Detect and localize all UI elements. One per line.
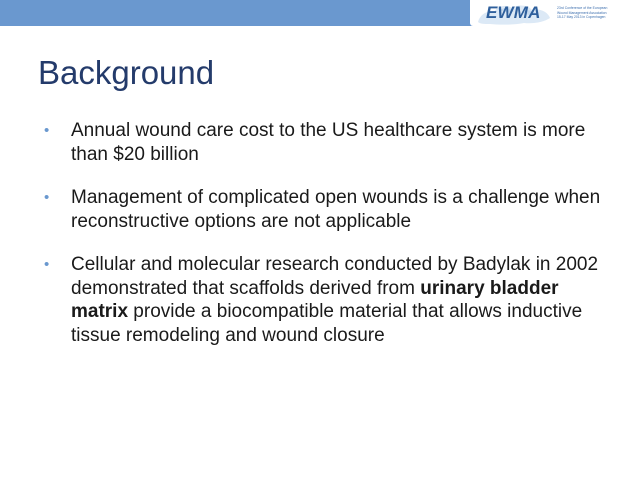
bullet-text-segment: Cellular and molecular research conducted by Badylak in 2002 demonstrated that scaffolds derived from <box>71 254 599 299</box>
bullet-text-segment: provide a biocompatible material that allows inductive tissue remodeling and wound closure <box>71 301 583 346</box>
bullet-text <box>71 120 585 165</box>
bullet-text <box>71 187 600 232</box>
logo-conference-line: 15-17 May 2013 in Copenhagen <box>557 15 606 20</box>
bullet-item <box>44 119 614 166</box>
bullet-list <box>44 119 614 347</box>
bullet-item <box>44 253 614 347</box>
slide-title: Background <box>38 54 215 91</box>
bullet-text-bold-segment: urinary bladder matrix <box>71 277 559 322</box>
logo-conference-line: Wound Management Association <box>557 10 607 15</box>
bullet-marker: • <box>44 122 50 139</box>
ewma-conference-logo <box>470 0 638 26</box>
bullet-text <box>71 254 598 346</box>
bullet-text-segment: Annual wound care cost to the US healthcare system is more than $20 billion <box>71 120 586 165</box>
bullet-marker: • <box>44 189 50 206</box>
bullet-text-segment: Management of complicated open wounds is a challenge when reconstructive options are not applicable <box>71 187 601 232</box>
bullet-marker: • <box>44 256 50 273</box>
ewma-wordmark: EWMA <box>486 3 541 22</box>
logo-conference-line: 23rd Conference of the European <box>557 6 608 10</box>
bullet-item <box>44 186 614 233</box>
